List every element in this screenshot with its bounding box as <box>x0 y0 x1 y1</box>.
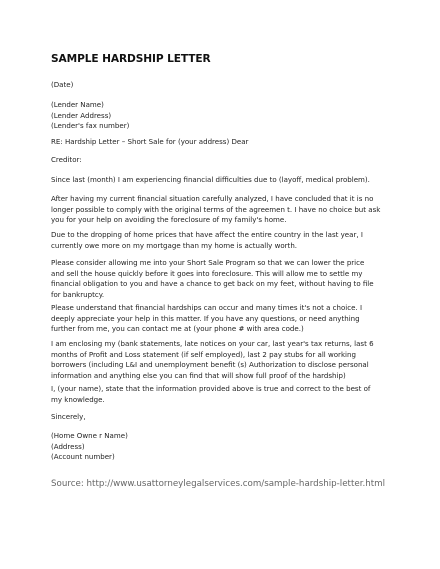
paragraph-line: After having my current financial situation carefully analyzed, I have concluded that it is no <box>51 194 374 203</box>
page-title: SAMPLE HARDSHIP LETTER <box>51 53 211 65</box>
salutation-text: Creditor: <box>51 155 82 164</box>
paragraph-line: for bankruptcy. <box>51 290 105 300</box>
lender-name: (Lender Name) <box>51 100 104 109</box>
paragraph-3 <box>51 230 393 251</box>
re-text: RE: Hardship Letter – Short Sale for (your address) Dear <box>51 137 249 146</box>
closing <box>51 412 393 423</box>
paragraph-line: and sell the house quickly before it goes into foreclosure. This will allow me to settle my <box>51 268 363 278</box>
paragraph-line: you for your help on avoiding the foreclosure of my family's home. <box>51 215 287 225</box>
paragraph-line: information and anything else you can find that will show full proof of the hardship) <box>51 371 346 381</box>
re-line <box>51 137 393 148</box>
paragraph-line: Please consider allowing me into your Short Sale Program so that we can lower the price <box>51 258 365 267</box>
date-line <box>51 80 393 91</box>
paragraph-4 <box>51 258 393 301</box>
signature-name: (Home Owne r Name) <box>51 431 128 440</box>
paragraph-6 <box>51 339 393 382</box>
salutation <box>51 155 393 166</box>
closing-text: Sincerely, <box>51 412 86 421</box>
paragraph-7 <box>51 384 393 405</box>
lender-address: (Lender Address) <box>51 110 112 120</box>
paragraph-line: months of Profit and Loss statement (if self employed), last 2 pay stubs for all working <box>51 349 356 359</box>
paragraph-line: my knowledge. <box>51 394 105 404</box>
signature-address: (Address) <box>51 441 85 451</box>
source-line: Source: http://www.usattorneylegalservices.com/sample-hardship-letter.html <box>51 479 386 489</box>
paragraph-line: borrowers (including L&I and unemployment benefit (s) Authorization to disclose personal <box>51 360 369 370</box>
paragraph-1 <box>51 175 393 186</box>
signature-block <box>51 431 393 463</box>
lender-block <box>51 100 393 132</box>
paragraph-line: I am enclosing my (bank statements, late notices on your car, last year's tax returns, last 6 <box>51 339 374 348</box>
lender-fax: (Lender's fax number) <box>51 121 130 131</box>
paragraph-2 <box>51 194 393 226</box>
date-text: (Date) <box>51 80 74 89</box>
paragraph-line: further from me, you can contact me at (your phone # with area code.) <box>51 324 304 334</box>
paragraph-line: financial obligation to you and have a chance to get back on my feet, without having to file <box>51 279 374 289</box>
paragraph-line: currently owe more on my mortgage than my home is actually worth. <box>51 240 298 250</box>
paragraph-line: Due to the dropping of home prices that have affect the entire country in the last year, I <box>51 230 363 239</box>
paragraph-line: Since last (month) I am experiencing financial difficulties due to (layoff, medical problem). <box>51 175 370 184</box>
paragraph-line: longer possible to comply with the original terms of the agreemen t. I have no choice but ask <box>51 204 381 214</box>
paragraph-5 <box>51 303 393 335</box>
signature-account: (Account number) <box>51 452 115 462</box>
paragraph-line: Please understand that financial hardships can occur and many times it's not a choice. I <box>51 303 363 312</box>
paragraph-line: I, (your name), state that the information provided above is true and correct to the best of <box>51 384 371 393</box>
paragraph-line: deeply appreciate your help in this matter. If you have any questions, or need anything <box>51 313 360 323</box>
